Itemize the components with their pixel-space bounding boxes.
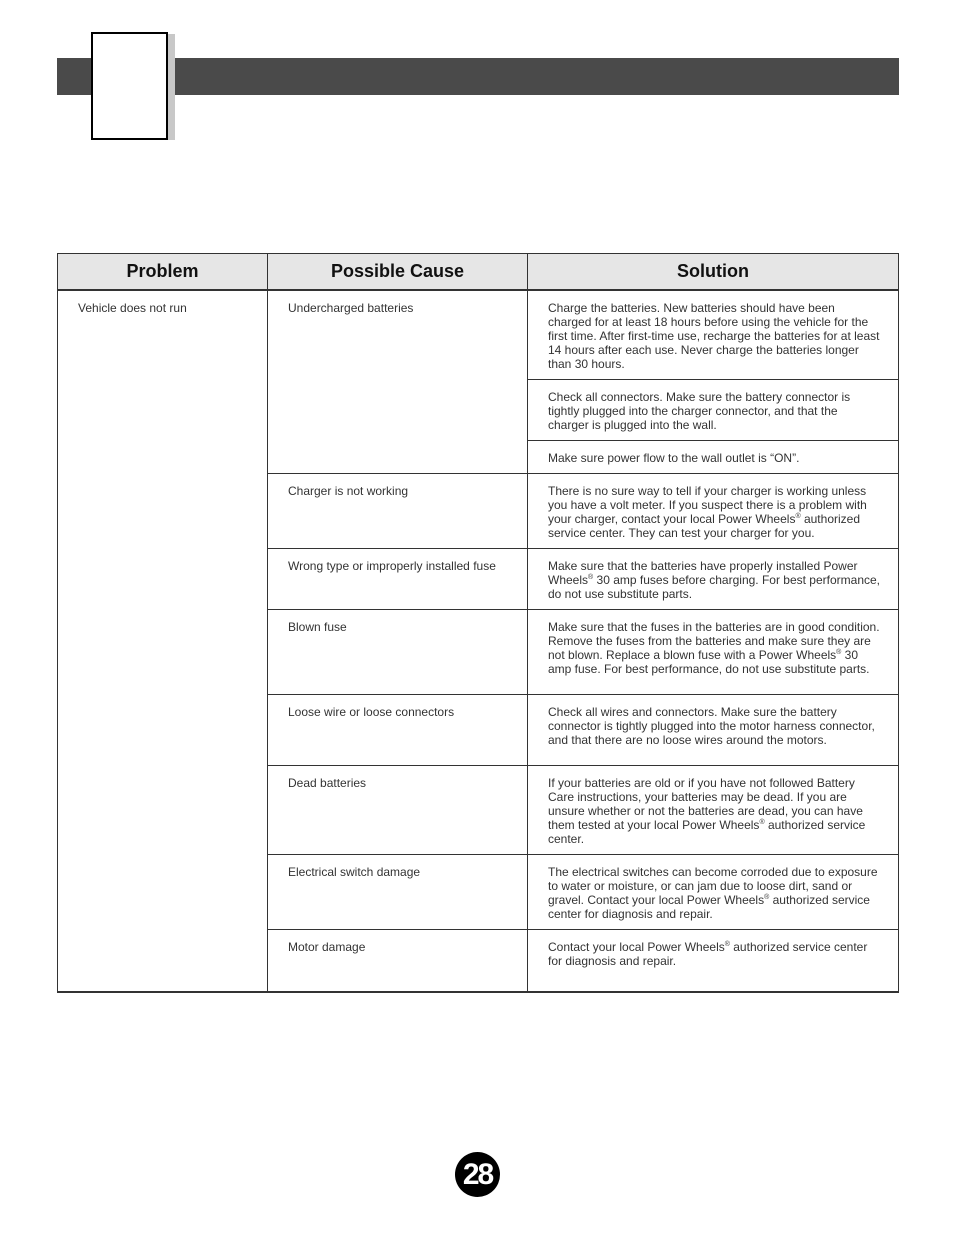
solution-cell: Check all connectors. Make sure the battery connector is tightly plugged into the charger connector, and that the charger is plugged into the wall. — [528, 380, 899, 441]
header-possible-cause: Possible Cause — [268, 254, 528, 291]
cause-cell: Motor damage — [268, 930, 528, 993]
cause-cell: Blown fuse — [268, 610, 528, 695]
solution-cell: The electrical switches can become corroded due to exposure to water or moisture, or can jam due to loose dirt, sand or gravel. Contact your local Power Wheels® authorized service center for diagnosis and repair. — [528, 855, 899, 930]
cause-cell: Charger is not working — [268, 474, 528, 549]
cause-cell: Loose wire or loose connectors — [268, 695, 528, 766]
table-header-row — [58, 254, 899, 291]
cause-cell: Wrong type or improperly installed fuse — [268, 549, 528, 610]
header-problem: Problem — [58, 254, 268, 291]
cause-cell: Undercharged batteries — [268, 290, 528, 474]
solution-cell: Charge the batteries. New batteries should have been charged for at least 18 hours before using the vehicle for the first time. After first-time use, recharge the batteries for at least 14 hours after each use. Never charge the batteries longer than 30 hours. — [528, 290, 899, 380]
solution-cell: Make sure power flow to the wall outlet is “ON”. — [528, 441, 899, 474]
solution-cell: There is no sure way to tell if your charger is working unless you have a volt meter. If you suspect there is a problem with your charger, contact your local Power Wheels® authorized service center. They can test your charger for you. — [528, 474, 899, 549]
table-row — [58, 290, 899, 380]
cause-cell: Dead batteries — [268, 766, 528, 855]
solution-cell: Make sure that the batteries have properly installed Power Wheels® 30 amp fuses before charging. For best performance, do not use substitute parts. — [528, 549, 899, 610]
cause-cell: Electrical switch damage — [268, 855, 528, 930]
solution-cell: Contact your local Power Wheels® authorized service center for diagnosis and repair. — [528, 930, 899, 993]
header-bar — [57, 58, 899, 95]
solution-cell: Check all wires and connectors. Make sure the battery connector is tightly plugged into the motor harness connector, and that there are no loose wires around the motors. — [528, 695, 899, 766]
header-tab — [91, 32, 168, 140]
page-number-badge: 28 — [455, 1152, 500, 1197]
troubleshooting-table — [57, 253, 899, 993]
problem-cell: Vehicle does not run — [58, 290, 268, 992]
solution-cell: Make sure that the fuses in the batteries are in good condition. Remove the fuses from the batteries and make sure they are not blown. Replace a blown fuse with a Power Wheels® 30 amp fuse. For best performance, do not use substitute parts. — [528, 610, 899, 695]
header-solution: Solution — [528, 254, 899, 291]
solution-cell: If your batteries are old or if you have not followed Battery Care instructions, your batteries may be dead. If you are unsure whether or not the batteries are dead, you can have them tested at your local Power Wheels® authorized service center. — [528, 766, 899, 855]
